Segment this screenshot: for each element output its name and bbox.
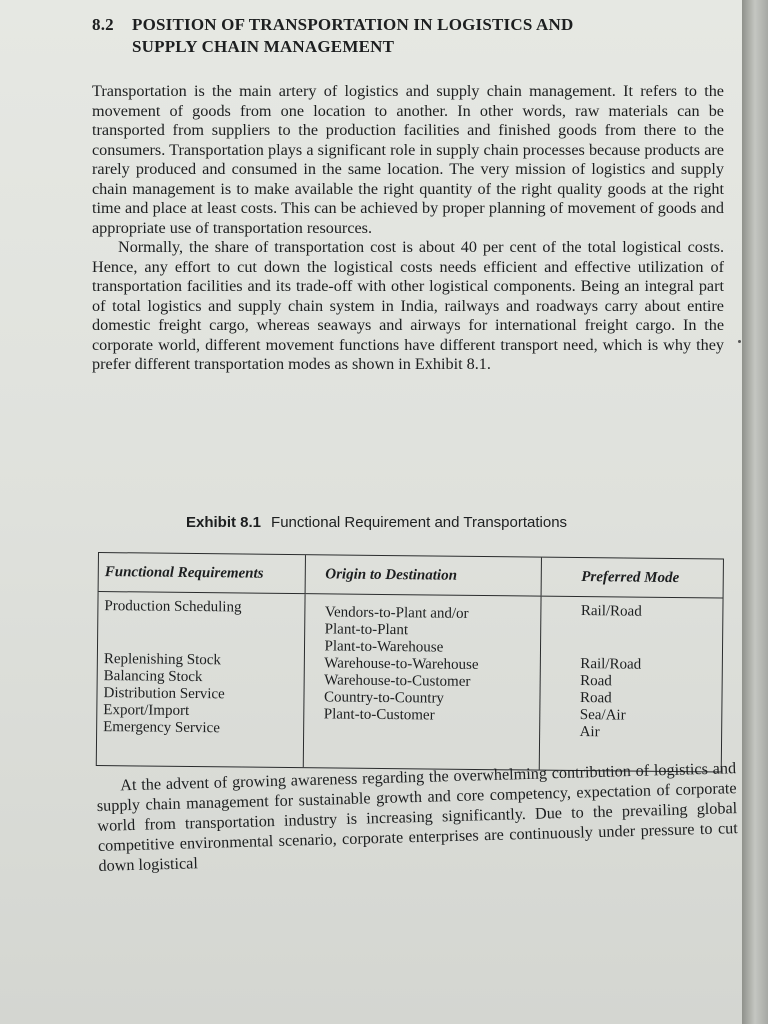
paragraph-1: Transportation is the main artery of logistics and supply chain management. It refers to the movement of goods from one location to another. In other words, raw materials can be transported from suppliers to the production facilities and finished goods from there to the consumers. Transportation plays a significant role in supply chain processes because products are rarely produced and consumed in the same location. The very mission of logistics and supply chain management is to make available the right quantity of the right quality goods at the right time and place at least costs. This can be achieved by proper planning of movement of goods and appropriate use of transportation resources. [92,82,724,237]
section-heading [92,14,712,58]
header-functional-requirements: Functional Requirements [99,553,305,593]
list-item: Export/Import [103,701,190,719]
list-item: Production Scheduling [104,597,242,616]
margin-mark [738,340,741,343]
exhibit-title: Functional Requirement and Transportations [271,514,568,531]
exhibit-caption [186,514,706,531]
table-row [97,591,723,772]
list-item: Replenishing Stock [103,650,222,668]
list-item: Air [579,723,600,740]
list-item: Plant-to-Warehouse [324,637,444,656]
lower-text [96,758,739,876]
list-item: Country-to-Country [323,688,445,707]
mode-cell [539,596,723,772]
list-item: Plant-to-Customer [323,705,435,724]
next-page-edge [742,0,768,1024]
header-origin-to-destination: Origin to Destination [305,555,541,595]
list-item: Road [579,689,612,706]
section-heading-line2: SUPPLY CHAIN MANAGEMENT [132,37,395,56]
list-item: Balancing Stock [103,667,203,685]
list-item: Rail/Road [580,655,642,673]
list-item: Vendors-to-Plant and/or [324,603,469,622]
exhibit-label: Exhibit 8.1 [186,514,262,531]
list-item: Distribution Service [103,684,225,702]
list-item: Warehouse-to-Warehouse [324,654,479,673]
exhibit-table [96,552,724,773]
origin-cell [303,593,541,769]
list-item: Sea/Air [579,706,626,724]
paragraph-3: At the advent of growing awareness regarding the overwhelming contribution of logistics and supply chain management for sustainable growth and core competency, expectation of corporate world from transportation industry is increasing significantly. Due to the prevailing global competitive environmental scenario, corporate enterprises are continuously under pressure to cut down logistical [96,759,738,875]
list-item: Plant-to-Plant [324,620,409,638]
functional-cell [97,591,305,767]
paragraph-2: Normally, the share of transportation cost is about 40 per cent of the total logistical costs. Hence, any effort to cut down the logistical costs needs efficient and effective utilization of transportation facilities and its trade-off with other logistical components. Being an integral part of total logistics and supply chain system in India, railways and roadways carry about entire domestic freight cargo, whereas seaways and airways for international freight cargo. In the corporate world, different movement functions have different transport need, which is why they prefer different transportation modes as shown in Exhibit 8.1. [92,238,724,373]
section-number: 8.2 [92,15,114,34]
list-item: Warehouse-to-Customer [324,671,471,690]
list-item: Road [580,672,612,689]
list-item: Emergency Service [103,718,221,736]
section-heading-line1: POSITION OF TRANSPORTATION IN LOGISTICS AND [132,15,574,34]
header-preferred-mode: Preferred Mode [541,558,723,598]
body-text [92,82,724,375]
table-header-row [99,553,723,598]
list-item: Rail/Road [580,602,642,620]
